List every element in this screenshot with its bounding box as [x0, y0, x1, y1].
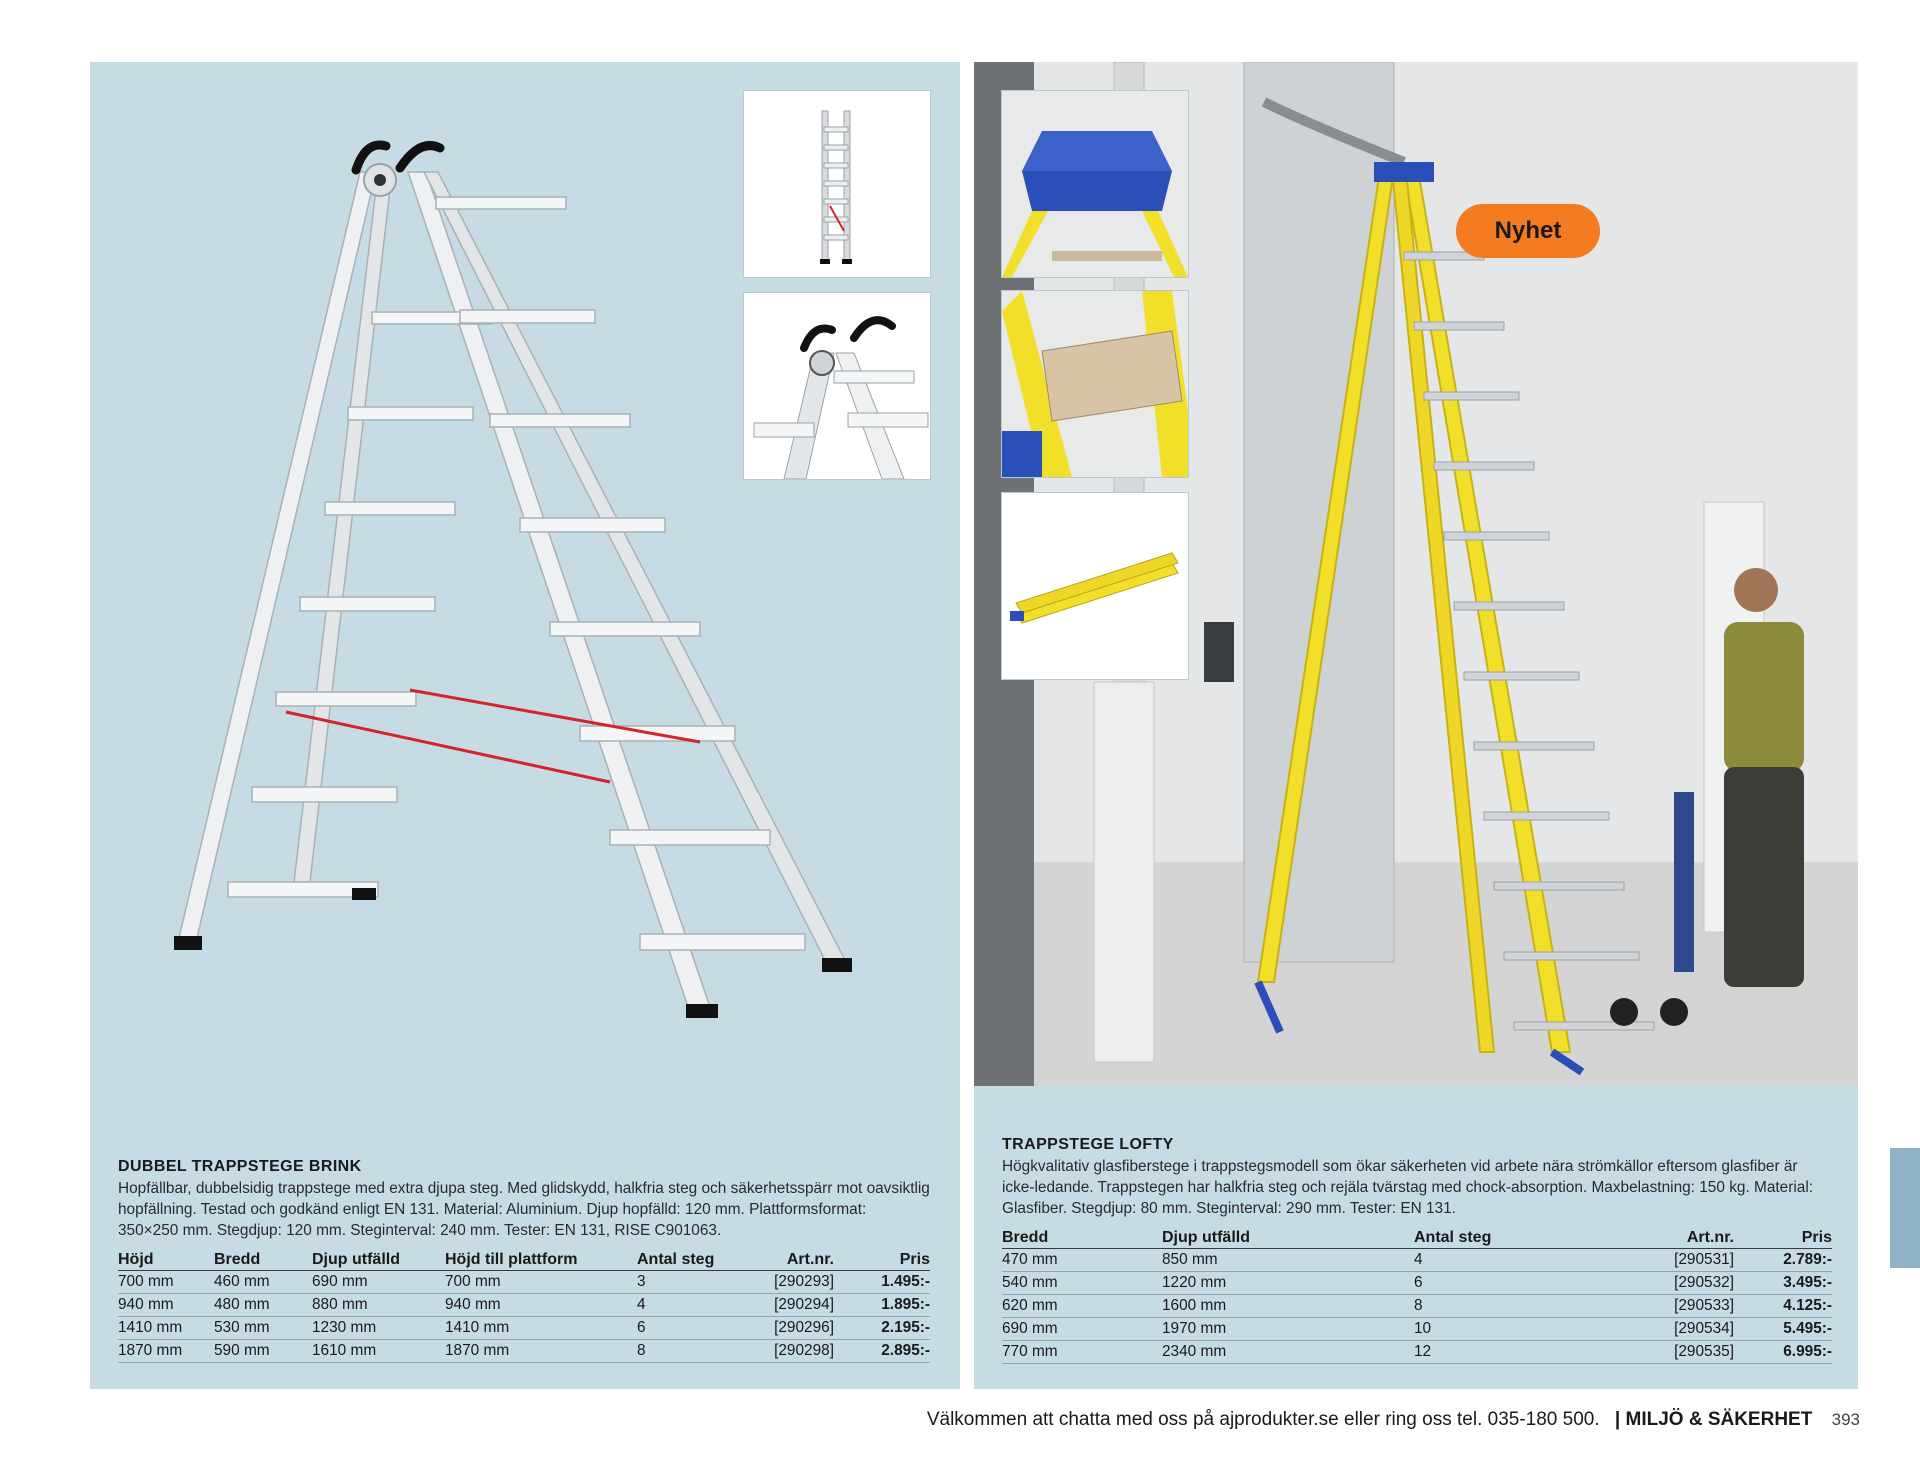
col-hojd-plattform: Höjd till plattform [445, 1249, 637, 1271]
table-row [118, 1317, 930, 1340]
cell-hojd: 940 mm [118, 1294, 214, 1317]
cell-artnr: [290534] [1614, 1318, 1734, 1341]
cell-djup: 880 mm [312, 1294, 445, 1317]
cell-hojd: 1410 mm [118, 1317, 214, 1340]
table-row [118, 1271, 930, 1294]
right-product-info [1002, 1136, 1832, 1364]
cell-pris: 1.895:- [834, 1294, 930, 1317]
col-djup: Djup utfälld [312, 1249, 445, 1271]
cell-artnr: [290535] [1614, 1341, 1734, 1364]
cell-pris: 4.125:- [1734, 1295, 1832, 1318]
table-row [1002, 1295, 1832, 1318]
cell-bredd: 590 mm [214, 1340, 312, 1363]
table-row [1002, 1341, 1832, 1364]
left-product-panel [90, 62, 960, 1389]
thumbnail-step-detail[interactable] [1001, 290, 1189, 478]
cell-hojd-plattform: 940 mm [445, 1294, 637, 1317]
cell-bredd: 770 mm [1002, 1341, 1162, 1364]
cell-pris: 2.895:- [834, 1340, 930, 1363]
col-bredd: Bredd [214, 1249, 312, 1271]
col-bredd: Bredd [1002, 1227, 1162, 1249]
right-product-panel [974, 62, 1858, 1389]
table-row [1002, 1318, 1832, 1341]
cell-hojd: 700 mm [118, 1271, 214, 1294]
cell-hojd-plattform: 1870 mm [445, 1340, 637, 1363]
table-header-row [1002, 1227, 1832, 1249]
col-artnr: Art.nr. [742, 1249, 834, 1271]
page-footer [927, 1409, 1860, 1431]
cell-pris: 2.789:- [1734, 1249, 1832, 1272]
warehouse-photo [974, 62, 1858, 1086]
table-row [118, 1294, 930, 1317]
col-pris: Pris [834, 1249, 930, 1271]
cell-bredd: 690 mm [1002, 1318, 1162, 1341]
cell-djup: 1610 mm [312, 1340, 445, 1363]
cell-pris: 5.495:- [1734, 1318, 1832, 1341]
cell-bredd: 480 mm [214, 1294, 312, 1317]
cell-pris: 2.195:- [834, 1317, 930, 1340]
left-product-info [118, 1158, 930, 1363]
cell-bredd: 540 mm [1002, 1272, 1162, 1295]
cell-djup: 1220 mm [1162, 1272, 1414, 1295]
cell-antal-steg: 8 [637, 1340, 742, 1363]
cell-artnr: [290533] [1614, 1295, 1734, 1318]
cell-djup: 850 mm [1162, 1249, 1414, 1272]
cell-djup: 1970 mm [1162, 1318, 1414, 1341]
cell-djup: 690 mm [312, 1271, 445, 1294]
cell-artnr: [290532] [1614, 1272, 1734, 1295]
cell-bredd: 470 mm [1002, 1249, 1162, 1272]
cell-antal-steg: 6 [637, 1317, 742, 1340]
footer-contact-text: Välkommen att chatta med oss på ajprodukter.se eller ring oss tel. 035-180 500. [926, 1409, 1600, 1430]
col-antal-steg: Antal steg [637, 1249, 742, 1271]
cell-antal-steg: 12 [1414, 1341, 1614, 1364]
cell-artnr: [290293] [742, 1271, 834, 1294]
cell-hojd: 1870 mm [118, 1340, 214, 1363]
product-description: Hopfällbar, dubbelsidig trappstege med extra djupa steg. Med glidskydd, halkfria steg och säkerhetsspärr mot oavsiktlig hopfällning. Testad och godkänd enligt EN 131. Material: Aluminium. Djup hopfälld: 120 mm. Plattformsformat: 350×250 mm. Stegdjup: 120 mm. Steginterval: 240 mm. Tester: EN 131, RISE C901063. [118, 1180, 930, 1239]
cell-hojd-plattform: 700 mm [445, 1271, 637, 1294]
cell-artnr: [290531] [1614, 1249, 1734, 1272]
right-product-table [1002, 1227, 1832, 1364]
left-product-table [118, 1249, 930, 1363]
cell-artnr: [290294] [742, 1294, 834, 1317]
cell-artnr: [290296] [742, 1317, 834, 1340]
cell-pris: 1.495:- [834, 1271, 930, 1294]
product-title: TRAPPSTEGE LOFTY [1002, 1136, 1174, 1153]
product-title: DUBBEL TRAPPSTEGE BRINK [118, 1158, 362, 1175]
cell-antal-steg: 10 [1414, 1318, 1614, 1341]
cell-hojd-plattform: 1410 mm [445, 1317, 637, 1340]
thumbnail-folded-fiberglass[interactable] [1001, 492, 1189, 680]
page-number: 393 [1831, 1410, 1860, 1429]
table-row [1002, 1272, 1832, 1295]
thumbnail-top-cap[interactable] [1001, 90, 1189, 278]
table-row [1002, 1249, 1832, 1272]
cell-djup: 1600 mm [1162, 1295, 1414, 1318]
cell-bredd: 620 mm [1002, 1295, 1162, 1318]
col-antal-steg: Antal steg [1414, 1227, 1614, 1249]
thumbnail-folded-ladder[interactable] [743, 90, 931, 278]
footer-section-name: | MILJÖ & SÄKERHET [1614, 1409, 1813, 1430]
cell-pris: 6.995:- [1734, 1341, 1832, 1364]
cell-artnr: [290298] [742, 1340, 834, 1363]
section-tab [1890, 1148, 1920, 1268]
cell-antal-steg: 6 [1414, 1272, 1614, 1295]
product-description: Högkvalitativ glasfiberstege i trappstegsmodell som ökar säkerheten vid arbete nära strömkällor eftersom glasfiber är icke-ledande. Trappstegen har halkfria steg och rejäla tvärstag med chock-absorption. Maxbelastning: 150 kg. Material: Glasfiber. Stegdjup: 80 mm. Steginterval: 290 mm. Tester: EN 131. [1002, 1158, 1814, 1217]
col-hojd: Höjd [118, 1249, 214, 1271]
cell-antal-steg: 4 [637, 1294, 742, 1317]
cell-djup: 2340 mm [1162, 1341, 1414, 1364]
cell-pris: 3.495:- [1734, 1272, 1832, 1295]
cell-antal-steg: 4 [1414, 1249, 1614, 1272]
cell-antal-steg: 8 [1414, 1295, 1614, 1318]
cell-bredd: 530 mm [214, 1317, 312, 1340]
cell-antal-steg: 3 [637, 1271, 742, 1294]
table-row [118, 1340, 930, 1363]
col-artnr: Art.nr. [1614, 1227, 1734, 1249]
col-pris: Pris [1734, 1227, 1832, 1249]
table-header-row [118, 1249, 930, 1271]
new-badge: Nyhet [1456, 204, 1600, 258]
cell-bredd: 460 mm [214, 1271, 312, 1294]
col-djup: Djup utfälld [1162, 1227, 1414, 1249]
cell-djup: 1230 mm [312, 1317, 445, 1340]
thumbnail-hinge-detail[interactable] [743, 292, 931, 480]
